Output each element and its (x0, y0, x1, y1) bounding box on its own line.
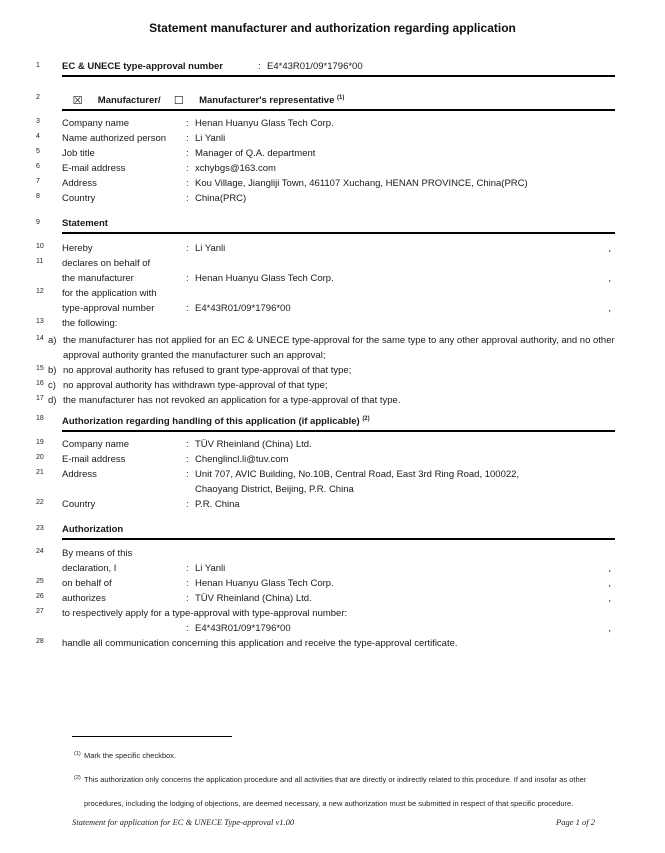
field-label: authorizes (62, 593, 106, 605)
line-number: 25 (36, 578, 44, 586)
approval-number-value: E4*43R01/09*1796*00 (267, 61, 363, 72)
row-intro: declares on behalf of (62, 258, 151, 270)
line-number: 21 (36, 469, 44, 477)
field-label: Country (62, 499, 96, 511)
field-label: type-approval number (62, 303, 155, 315)
line-number: 3 (36, 118, 40, 126)
address-line-2: Chaoyang District, Beijing, P.R. China (195, 484, 354, 496)
authorization-row-behalf (36, 576, 615, 591)
line-number: 1 (36, 62, 40, 69)
line-number: 28 (36, 638, 44, 646)
colon: : (186, 469, 189, 481)
line-number: 23 (36, 525, 44, 533)
field-row-email (36, 452, 615, 467)
field-value: Kou Village, Jiangliji Town, 461107 Xuchang, HENAN PROVINCE, China(PRC) (195, 178, 528, 190)
colon: : (186, 303, 189, 315)
row-intro: the following: (62, 318, 118, 330)
field-row-country (36, 497, 615, 512)
statement-item-b (36, 363, 615, 378)
field-value: TÜV Rheinland (China) Ltd. (195, 439, 312, 451)
field-value: Manager of Q.A. department (195, 148, 316, 160)
colon: : (186, 273, 189, 285)
section-authorization-body (36, 546, 615, 651)
line-number: 12 (36, 288, 44, 296)
field-value: China(PRC) (195, 193, 247, 205)
field-row-address (36, 176, 615, 191)
trailing-comma: , (608, 303, 611, 315)
authorization-row-declaration (36, 546, 615, 576)
line-number: 6 (36, 163, 40, 171)
line-number: 4 (36, 133, 40, 141)
item-marker: c) (48, 380, 56, 392)
field-row-company-name (36, 116, 615, 131)
line-number: 24 (36, 548, 44, 556)
document-title: Statement manufacturer and authorization regarding application (149, 21, 516, 35)
field-row-job-title (36, 146, 615, 161)
approval-number-label: EC & UNECE type-approval number (62, 61, 223, 72)
trailing-comma: , (608, 578, 611, 590)
item-text: the manufacturer has not applied for an EC & UNECE type-approval for the same type to any other approval authority, and no other approval authority granted the manufacturer such an approval; (63, 335, 615, 362)
colon: : (186, 623, 189, 635)
colon: : (186, 454, 189, 466)
statement-row-following (36, 316, 615, 331)
item-text: the manufacturer has not revoked an application for a type-approval of that type. (63, 395, 401, 407)
field-value: Li Yanli (195, 133, 226, 145)
field-label: Name authorized person (62, 133, 167, 145)
field-label: on behalf of (62, 578, 112, 590)
statement-row-declares (36, 256, 615, 286)
field-row-authorized-person (36, 131, 615, 146)
line-number: 22 (36, 499, 44, 507)
manufacturer-label: Manufacturer/ (97, 95, 161, 107)
colon: : (186, 499, 189, 511)
address-line-1: Unit 707, AVIC Building, No.10B, Central Road, East 3rd Ring Road, 100022, (195, 469, 520, 481)
approval-number-row (36, 60, 615, 75)
field-label: Job title (62, 148, 95, 160)
statement-row-hereby (36, 241, 615, 256)
field-label: Address (62, 469, 97, 481)
statement-row-application (36, 286, 615, 316)
section-approval-number (36, 60, 615, 77)
field-row-company-name (36, 437, 615, 452)
field-value: Chenglincl.li@tuv.com (195, 454, 289, 466)
statement-item-a (36, 333, 615, 363)
field-value: xchybgs@163.com (195, 163, 276, 175)
authorization-row-authorizes (36, 591, 615, 606)
row-text: handle all communication concerning this application and receive the type-approval certificate. (62, 638, 458, 650)
item-marker: b) (48, 365, 57, 377)
statement-heading: Statement (62, 218, 108, 230)
trailing-comma: , (608, 623, 611, 635)
statement-items (36, 333, 615, 408)
section-role (36, 92, 615, 111)
footnote-2 (74, 768, 594, 816)
field-label: Company name (62, 439, 130, 451)
row-value-line (62, 301, 615, 316)
line-number: 26 (36, 593, 44, 601)
item-text: no approval authority has withdrawn type-approval of that type; (63, 380, 328, 392)
field-label: Address (62, 178, 97, 190)
line-number: 18 (36, 415, 44, 423)
row-value-line (62, 561, 615, 576)
footnote-separator (72, 736, 232, 737)
line-number: 19 (36, 439, 44, 447)
field-value (195, 467, 519, 497)
colon: : (186, 578, 189, 590)
handling-heading (62, 413, 615, 430)
footnotes-list (74, 744, 594, 816)
section-footnotes (62, 736, 615, 828)
field-value: Li Yanli (195, 243, 226, 255)
field-value: Li Yanli (195, 563, 226, 575)
footnote-marker: (1) (74, 751, 81, 758)
colon: : (186, 439, 189, 451)
colon: : (186, 148, 189, 160)
field-value: Henan Huanyu Glass Tech Corp. (195, 578, 334, 590)
field-label-empty (62, 621, 186, 636)
colon: : (258, 61, 261, 72)
field-label: Country (62, 193, 96, 205)
trailing-comma: , (608, 243, 611, 255)
colon: : (186, 163, 189, 175)
colon: : (186, 133, 189, 145)
authorization-row-apply (36, 606, 615, 636)
footnote-marker: (2) (74, 775, 81, 782)
field-value: E4*43R01/09*1796*00 (195, 623, 291, 635)
field-value: Henan Huanyu Glass Tech Corp. (195, 118, 334, 130)
footnote-1 (74, 744, 594, 768)
trailing-comma: , (608, 563, 611, 575)
field-row-country (36, 191, 615, 206)
trailing-comma: , (608, 593, 611, 605)
row-intro: to respectively apply for a type-approval with type-approval number: (62, 608, 348, 620)
footer-document-version: Statement for application for EC & UNECE Type-approval v1.00 (72, 817, 295, 828)
field-row-email (36, 161, 615, 176)
field-label: E-mail address (62, 163, 126, 175)
footnote-text: This authorization only concerns the application procedure and all activities that are directly or indirectly related to this procedure. If and insofar as other procedures, including the lodging of objections, are deemed necessary, a new authorization must be submitted in respect of that specific procedure. (84, 775, 587, 809)
statement-item-c (36, 378, 615, 393)
line-number: 13 (36, 318, 44, 326)
line-number: 16 (36, 380, 44, 388)
colon: : (186, 563, 189, 575)
line-number: 15 (36, 365, 44, 373)
row-intro: for the application with (62, 288, 157, 300)
line-number: 27 (36, 608, 44, 616)
footnote-ref-2: (2) (362, 416, 370, 423)
line-number: 11 (36, 258, 44, 266)
representative-label: Manufacturer's representative (199, 95, 335, 107)
row-intro: By means of this (62, 548, 133, 560)
field-value: P.R. China (195, 499, 240, 511)
field-value: TÜV Rheinland (China) Ltd. (195, 593, 312, 605)
colon: : (186, 593, 189, 605)
section-statement-body (36, 241, 615, 408)
colon: : (186, 118, 189, 130)
statement-item-d (36, 393, 615, 408)
footnote-ref-1: (1) (337, 95, 345, 101)
line-number: 2 (36, 94, 40, 101)
line-number: 10 (36, 243, 44, 251)
row-value-line (62, 621, 615, 636)
handling-heading-text: Authorization regarding handling of this application (if applicable) (62, 416, 360, 428)
line-number: 17 (36, 395, 44, 403)
field-label: Hereby (62, 243, 93, 255)
line-number: 8 (36, 193, 40, 201)
section-manufacturer-details (36, 116, 615, 206)
footer-page-number: Page 1 of 2 (556, 817, 595, 828)
section-statement-heading (36, 217, 615, 234)
line-number: 7 (36, 178, 40, 186)
manufacturer-checkbox-checked-icon: ☒ (72, 94, 83, 107)
item-marker: d) (48, 395, 57, 407)
field-value: E4*43R01/09*1796*00 (195, 303, 291, 315)
item-marker: a) (48, 335, 57, 347)
page-footer (72, 817, 615, 828)
section-handling-details (36, 437, 615, 512)
colon: : (186, 193, 189, 205)
authorization-heading: Authorization (62, 524, 124, 536)
representative-checkbox-unchecked-icon: ☐ (173, 94, 184, 107)
colon: : (186, 178, 189, 190)
footnote-text: Mark the specific checkbox. (84, 751, 177, 761)
authorization-row-handle (36, 636, 615, 651)
field-label: E-mail address (62, 454, 126, 466)
field-value: Henan Huanyu Glass Tech Corp. (195, 273, 334, 285)
line-number: 9 (36, 219, 40, 227)
trailing-comma: , (608, 273, 611, 285)
line-number: 5 (36, 148, 40, 156)
field-label: the manufacturer (62, 273, 134, 285)
line-number: 14 (36, 335, 44, 343)
line-number: 20 (36, 454, 44, 462)
row-value-line (62, 271, 615, 286)
section-authorization-heading (36, 523, 615, 540)
colon: : (186, 243, 189, 255)
item-text: no approval authority has refused to grant type-approval of that type; (63, 365, 352, 377)
field-row-address (36, 467, 615, 497)
section-handling-heading (36, 413, 615, 432)
field-label: Company name (62, 118, 130, 130)
field-label: declaration, I (62, 563, 117, 575)
